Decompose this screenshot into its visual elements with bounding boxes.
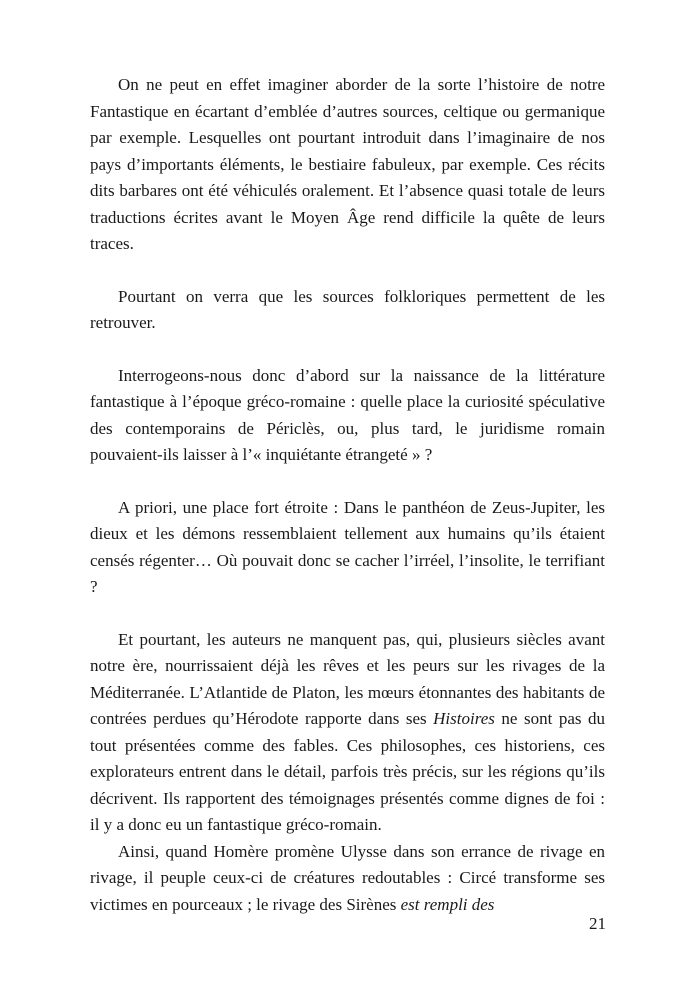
book-title-histoires: Histoires	[433, 709, 495, 728]
paragraph-6-italic: est rempli des	[400, 894, 495, 914]
paragraph-6	[90, 839, 605, 919]
paragraph-3: Interrogeons-nous donc d’abord sur la naissance de la littérature fantastique à l’époque gréco-romaine : quelle place la curiosité spéculative des contemporains de Périclès, ou, plus tard, le juridisme romain pouvaient-ils laisser à l’« inquiétante étrangeté » ?	[90, 365, 605, 464]
paragraph-5-text-b: ne sont pas du tout présentées comme des fables. Ces philosophes, ces historiens, ces explorateurs entrent dans le détail, parfois très précis, sur les régions qu’ils décrivent. Ils rapportent des témoignages présentés comme dignes de foi : il y a donc eu un fantastique gréco-romain.	[90, 709, 605, 834]
paragraph-1: On ne peut en effet imaginer aborder de la sorte l’histoire de notre Fantastique en écartant d’emblée d’autres sources, celtique ou germanique par exemple. Lesquelles ont pourtant introduit dans l’imaginaire de nos pays d’importants éléments, le bestiaire fabuleux, par exemple. Ces récits dits barbares ont été véhiculés oralement. Et l’absence quasi totale de leurs traductions écrites avant le Moyen Âge rend difficile la quête de leurs traces.	[90, 75, 605, 253]
page-number: 21	[589, 914, 606, 933]
paragraph-5-text-a: Et pourtant, les auteurs ne manquent pas, qui, plusieurs siècles avant notre ère, nourrissaient déjà les rêves et les peurs sur les rivages de la Méditerranée. L’Atlantide de Platon, les mœurs étonnantes des habitants de contrées perdues qu’Hérodote rapporte dans ses	[90, 629, 605, 728]
paragraph-2: Pourtant on verra que les sources folkloriques permettent de les retrouver.	[90, 286, 605, 332]
paragraph-6-text: Ainsi, quand Homère promène Ulysse dans son errance de rivage en rivage, il peuple ceux-ci de créatures redoutables : Circé transforme ses victimes en pourceaux ; le rivage des Sirènes	[90, 841, 605, 914]
paragraph-4: A priori, une place fort étroite : Dans le panthéon de Zeus-Jupiter, les dieux et les démons ressemblaient tellement aux humains qu’ils étaient censés régenter… Où pouvait donc se cacher l’irréel, l’insolite, le terrifiant ?	[90, 497, 605, 596]
paragraph-5	[90, 627, 605, 839]
body-text	[90, 72, 605, 918]
